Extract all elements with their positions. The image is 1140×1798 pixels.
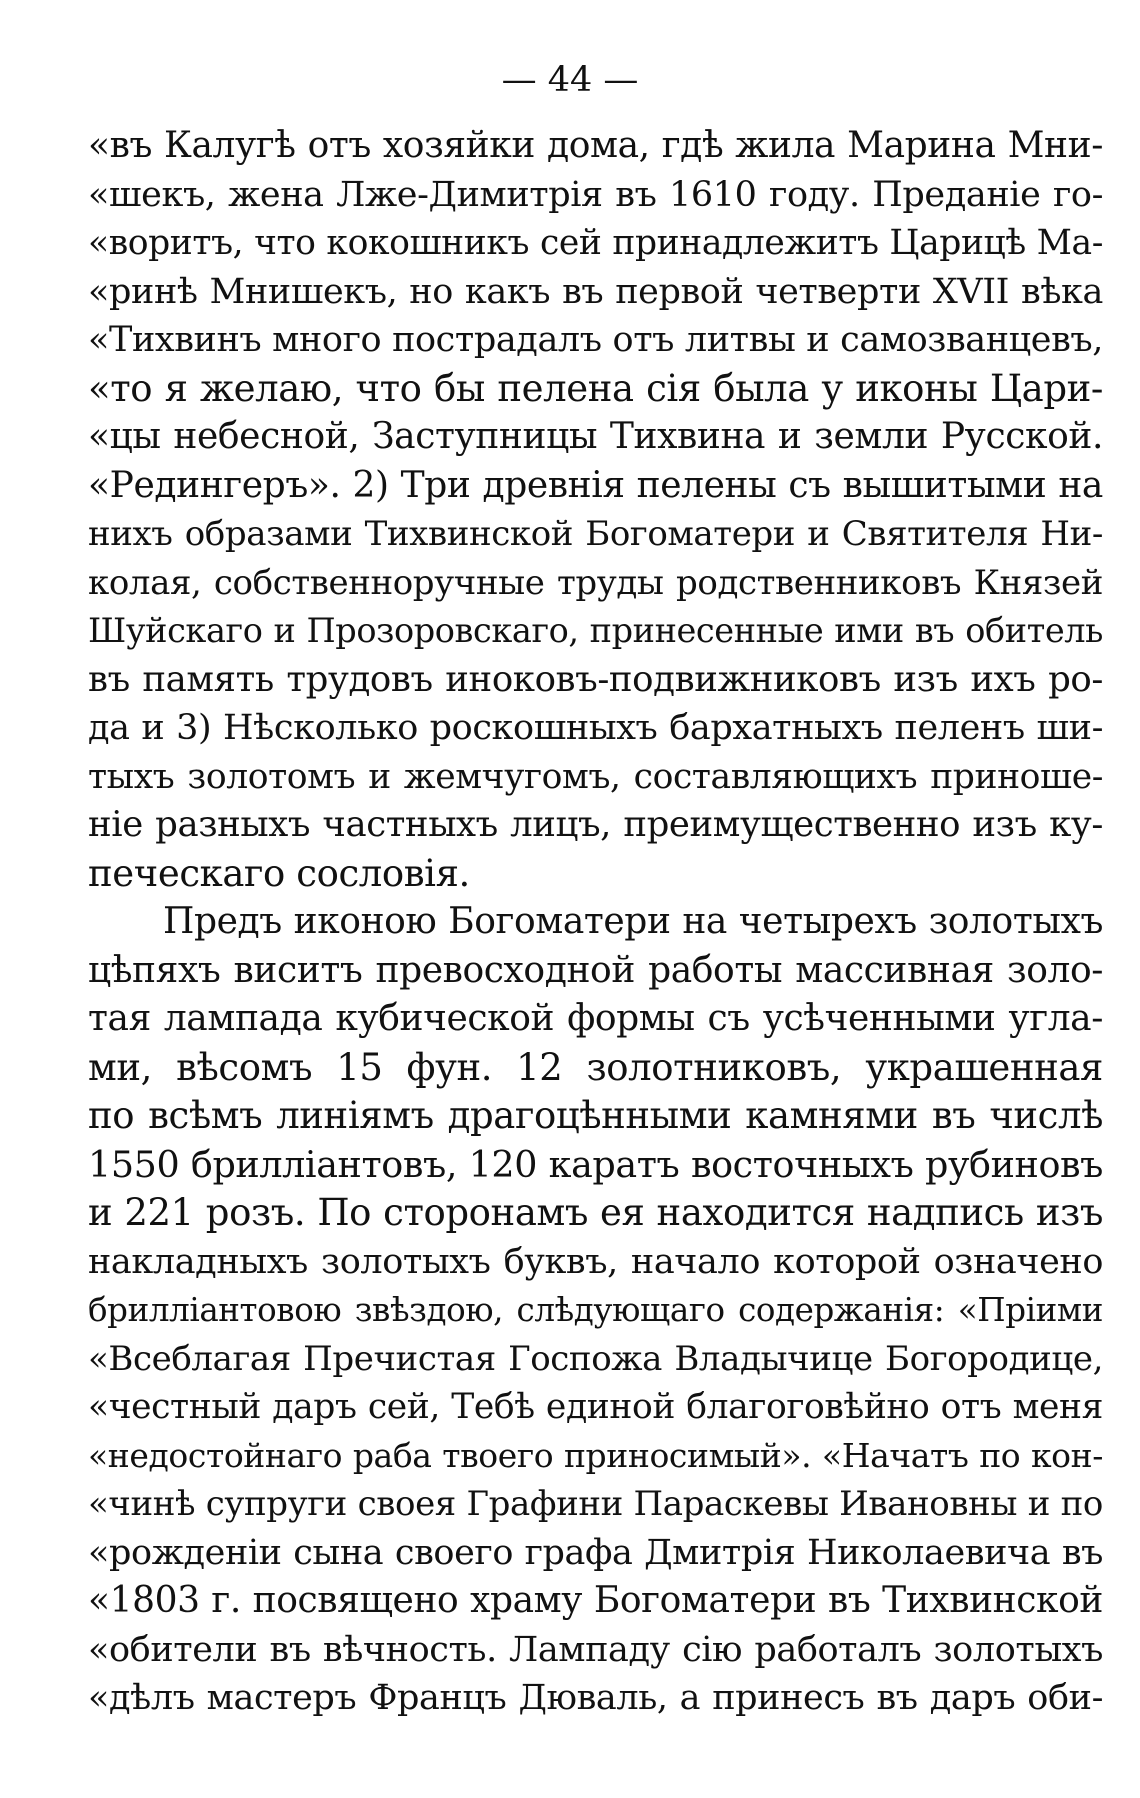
text-line: «цы небесной, Заступницы Тихвина и земли Русской. bbox=[88, 416, 1103, 457]
text-line: 1550 брилліантовъ, 120 каратъ восточныхъ рубиновъ bbox=[88, 1142, 1103, 1186]
text-line: цѣпяхъ виситъ превосходной работы массивная золо- bbox=[88, 949, 1103, 991]
text-line: по всѣмъ линіямъ драгоцѣнными камнями въ числѣ bbox=[88, 1094, 1103, 1137]
body-text bbox=[88, 122, 1103, 1723]
text-line: «Тихвинъ много пострадалъ отъ литвы и самозванцевъ, bbox=[88, 320, 1103, 360]
text-line: «чинѣ супруги своея Графини Параскевы Ивановны и по bbox=[88, 1484, 1103, 1524]
text-line: «недостойнаго раба твоего приносимый». «Начатъ по кон- bbox=[88, 1435, 1103, 1475]
text-line: «въ Калугѣ отъ хозяйки дома, гдѣ жила Марина Мни- bbox=[88, 125, 1103, 166]
text-line: тая лампада кубической формы съ усѣченными угла- bbox=[88, 998, 1103, 1039]
text-line: нихъ образами Тихвинской Богоматери и Святителя Ни- bbox=[88, 514, 1103, 554]
paragraph-last-line: печескаго сословія. bbox=[88, 851, 470, 895]
text-line: ніе разныхъ частныхъ лицъ, преимущественно изъ ку- bbox=[88, 804, 1103, 845]
text-line: «обители въ вѣчность. Лампаду сію работалъ золотыхъ bbox=[88, 1629, 1103, 1670]
text-line: тыхъ золотомъ и жемчугомъ, составляющихъ приноше- bbox=[88, 756, 1103, 797]
text-line: «Всеблагая Пречистая Госпожа Владычице Богородице, bbox=[88, 1338, 1103, 1379]
text-line: «дѣлъ мастеръ Францъ Дюваль, а принесъ въ даръ оби- bbox=[88, 1678, 1103, 1718]
text-line: брилліантовою звѣздою, слѣдующаго содержанія: «Пріими bbox=[88, 1291, 1103, 1329]
text-line: въ память трудовъ иноковъ-подвижниковъ изъ ихъ ро- bbox=[88, 658, 1103, 700]
paragraph-first-line: Предъ иконою Богоматери на четырехъ золотыхъ bbox=[163, 901, 1103, 942]
text-line: «Редингеръ». 2) Три древнія пелены съ вышитыми на bbox=[88, 464, 1103, 506]
text-line: да и 3) Нѣсколько роскошныхъ бархатныхъ пеленъ ши- bbox=[88, 708, 1103, 748]
text-line: «рожденіи сына своего графа Дмитрія Николаевича въ bbox=[88, 1532, 1103, 1573]
page-number: — 44 — bbox=[501, 60, 639, 100]
text-line: ми, вѣсомъ 15 фун. 12 золотниковъ, украшенная bbox=[88, 1045, 1103, 1089]
text-line: «то я желаю, что бы пелена сія была у иконы Цари- bbox=[88, 366, 1103, 410]
text-line: «ринѣ Мнишекъ, но какъ въ первой четверти XVII вѣка bbox=[88, 271, 1103, 312]
text-line: «1803 г. посвящено храму Богоматери въ Тихвинской bbox=[88, 1580, 1103, 1621]
text-line: Шуйскаго и Прозоровскаго, принесенные ими въ обитель bbox=[88, 611, 1103, 650]
text-line: «честный даръ сей, Тебѣ единой благоговѣйно отъ меня bbox=[88, 1387, 1103, 1427]
text-line: «воритъ, что кокошникъ сей принадлежитъ Царицѣ Ма- bbox=[88, 223, 1103, 263]
text-line: и 221 розъ. По сторонамъ ея находится надпись изъ bbox=[88, 1191, 1103, 1234]
text-line: накладныхъ золотыхъ буквъ, начало которой означено bbox=[88, 1241, 1103, 1282]
text-line: колая, собственноручные труды родственниковъ Князей bbox=[88, 562, 1103, 603]
text-line: «шекъ, жена Лже-Димитрія въ 1610 году. Преданіе го- bbox=[88, 174, 1103, 215]
